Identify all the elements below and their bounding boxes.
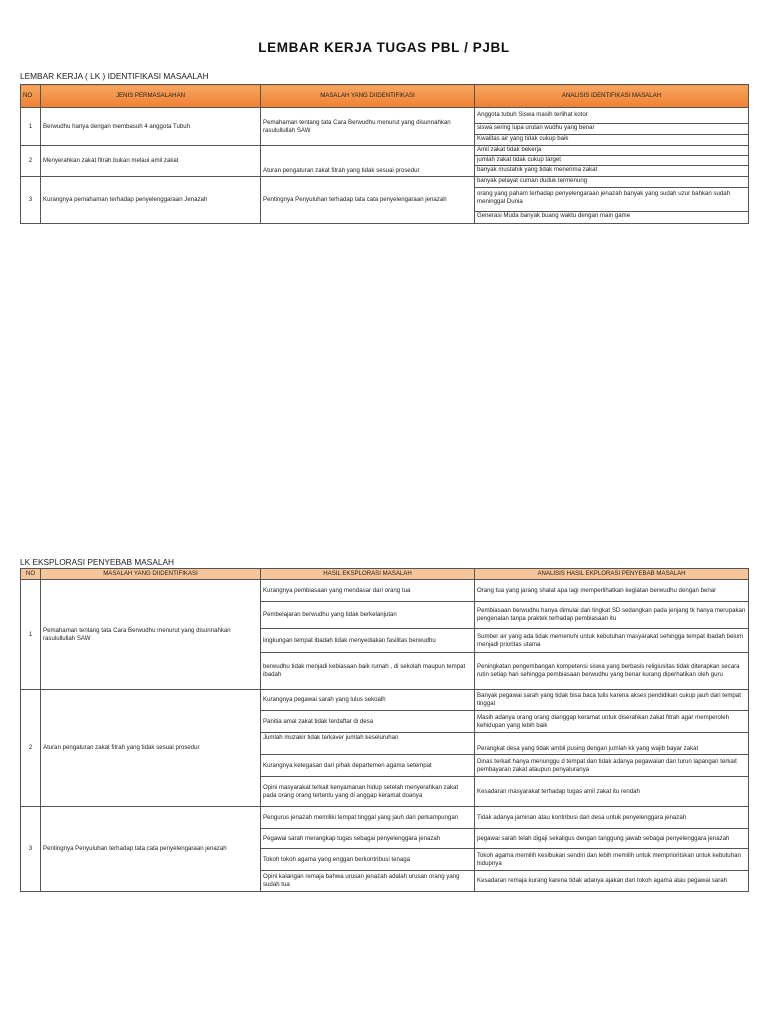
row-hasil: Pegawai sarah merangkap tugas sebagai penyelenggara jenazah: [261, 829, 475, 849]
row-hasil: Tokoh tokoh agama yang enggan berkontribusi tenaga: [261, 849, 475, 871]
table-row: [21, 580, 749, 602]
row-analisis: Banyak pegawai sarah yang tidak bisa baca tulis karena akses pendidikan cukup jauh dari tempat tinggal: [475, 690, 749, 711]
row-analisis: Dinas terkait hanya menunggu d tempat dan tidak adanya pegawaian dan turun lapangan terkait pembayaran zakat ataupun penyaluranya: [475, 755, 749, 777]
row-jenis: Menyerahkan zakat fitrah bukan melaui amil zakat: [41, 146, 261, 177]
col-header-jenis: JENIS PERMASALAHAN: [41, 85, 261, 108]
row-masalah: Pentingnya Penyuluhan terhadap tata cata penyelengaraan jenazah: [261, 177, 475, 224]
col-header-analisis: ANALISIS HASIL EKPLORASI PENYEBAB MASALAH: [475, 569, 749, 580]
section1-heading: LEMBAR KERJA ( LK ) IDENTIFIKASI MASAALAH: [20, 71, 209, 81]
row-analisis: Peningkatan pengembangan kompetensi siswa yang berbasis religiusitas tidak diterapkan secara rutin setiap hari sehingga pembiasaan berwudhu yang benar kurang diperhatikan oleh guru: [475, 653, 749, 690]
row-no: 1: [21, 108, 41, 146]
analisis-item: Amil zakat tidak bekerja: [475, 146, 748, 156]
col-header-masalah: MASALAH YANG DIIDENTIFIKASI: [261, 85, 475, 108]
row-masalah: Aturan pengaturan zakat fitrah yang tidak sesuai prosedur: [261, 146, 475, 177]
table-header-row: [21, 569, 749, 580]
page-title: LEMBAR KERJA TUGAS PBL / PJBL: [258, 40, 510, 55]
col-header-analisis: ANALISIS IDENTIFIKASI MASALAH: [475, 85, 749, 108]
table-row: [21, 690, 749, 711]
row-analisis: Masih adanya orang orang dianggap keramat untuk diserahkan zakat fitrah agar memperoleh kehidupan yang lebih baik: [475, 711, 749, 733]
row-analisis: [475, 146, 749, 177]
row-no: 1: [21, 580, 41, 690]
row-analisis: Orang tua yang jarang shalat apa lagi memperlihatkan kegiatan berwudhu dengan benar: [475, 580, 749, 602]
row-no: 3: [21, 807, 41, 892]
row-no: 2: [21, 146, 41, 177]
row-masalah: Pemahaman tentang tata Cara Berwudhu menurut yang disunnahkan rasulullullah SAW: [261, 108, 475, 146]
table-row: [21, 146, 749, 177]
row-hasil: berwudhu tidak menjadi kebiasaan baik rumah , di sekolah maupun tempat ibadah: [261, 653, 475, 690]
row-analisis: Pembiasaan berwudhu hanya dimulai dari tingkat SD sedangkan pada jenjang tk hanya merupakan pengenalan tanpa praktek terhadap pembiasaan itu: [475, 602, 749, 629]
section2-heading: LK EKSPLORASI PENYEBAB MASALAH: [20, 557, 175, 567]
row-no: 2: [21, 690, 41, 807]
row-analisis: Tokoh agama memilih kesibukan sendiri dan lebih memilih untuk memprioritskan untuk kebutuhan hidupnya: [475, 849, 749, 871]
analisis-item: orang yang paham terhadap penyelengaraan jenazah banyak yang sudah uzur bahkan sudah meninggal Dunia: [475, 188, 748, 212]
table-row: [21, 807, 749, 829]
col-header-masalah: MASALAH YANG DIIDENTIFIKASI: [41, 569, 261, 580]
row-jenis: Berwudhu hanya dengan membasuh 4 anggota Tubuh: [41, 108, 261, 146]
row-analisis: Perangkat desa yang tidak ambil pusing dengan jumlah kk yang wajib bayar zakat: [475, 733, 749, 755]
row-hasil: lingkungan tempat ibadah tidak menyediakan fasilitas berwudhu: [261, 629, 475, 653]
row-hasil: Opini kalangan remaja bahwa urusan jenazah adalah urusan orang yang sudah tua: [261, 871, 475, 892]
row-masalah: Pemahaman tentang tata Cara Berwudhu menurut yang disunnahkan rasulullullah SAW: [41, 580, 261, 690]
table-row: [21, 108, 749, 146]
row-hasil: Panitia amal zakat tidak terdaftar di desa: [261, 711, 475, 733]
table-row: [21, 177, 749, 224]
table-header-row: [21, 85, 749, 108]
row-analisis: [475, 108, 749, 146]
row-hasil: Jumlah muzakir tidak terkaver jumlah keseluruhan: [261, 733, 475, 755]
row-hasil: Pengurus jenazah memiliki tempat tinggal yang jauh dari perkampungan: [261, 807, 475, 829]
analisis-item: banyak mustahik yang tidak menerima zakat: [477, 166, 598, 173]
row-analisis: Kesadaran masyarakat terhadap tugas amil zakat itu rendah: [475, 777, 749, 807]
row-hasil: Opini masyarakat terkait kenyamanan hidup setelah menyerahkan zakat pada orang orang tertentu yang di anggap keramat doanya: [261, 777, 475, 807]
row-no: 3: [21, 177, 41, 224]
row-analisis: Tidak adanya jaminan atau kontribusi dari desa untuk penyelenggara jenazah: [475, 807, 749, 829]
analisis-item: siswa sering lupa urutan wudhu yang benar: [475, 124, 748, 135]
identification-table: [20, 84, 749, 224]
row-hasil: Kurangnya pegawai sarah yang lulus sekoalh: [261, 690, 475, 711]
col-header-hasil: HASIL EKSPLORASI MASALAH: [261, 569, 475, 580]
row-masalah: Aturan pengaturan zakat fitrah yang tidak sesuai prosedur: [41, 690, 261, 807]
row-analisis: Kesadaran remaja kurang karena tidak adanya ajakan dari tokoh agama atau pegawai sarah: [475, 871, 749, 892]
row-analisis: [475, 177, 749, 224]
row-hasil: Kurangnya pembiasaan yang mendasar dari orang tua: [261, 580, 475, 602]
analisis-item: Generasi Muda banyak buang waktu dengan main game: [477, 212, 631, 219]
row-analisis: Sumber air yang ada tidak memenuhi untuk kebutuhan masyarakat sehingga tempat ibadah belum menjadi prioritas utama: [475, 629, 749, 653]
analisis-item: Anggota tubuh Siswa masih terlihat kotor: [475, 108, 748, 124]
exploration-table: [20, 568, 749, 892]
row-analisis: pegawai sarah telah digaji sekaligus dengan tanggung jawab sebagai penyelenggara jenazah: [475, 829, 749, 849]
row-jenis: Kurangnya pemahaman terhadap penyelenggaraan Jenazah: [41, 177, 261, 224]
analisis-item: jumlah zakat tidak cukup target: [475, 156, 748, 166]
row-masalah: Pentingnya Penyuluhan terhadap tata cata penyelengaraan jenazah: [41, 807, 261, 892]
col-header-no: NO: [21, 569, 41, 580]
analisis-item: Kwalitas air yang tidak cukup baik: [477, 135, 569, 142]
row-hasil: Kurangnya ketegasan dari pihak departemen agama setempat: [261, 755, 475, 777]
col-header-no: NO: [21, 85, 41, 108]
row-hasil: Pembelajaran berwudhu yang tidak berkelanjutan: [261, 602, 475, 629]
analisis-item: banyak pelayat cuman duduk termenung: [475, 177, 748, 188]
